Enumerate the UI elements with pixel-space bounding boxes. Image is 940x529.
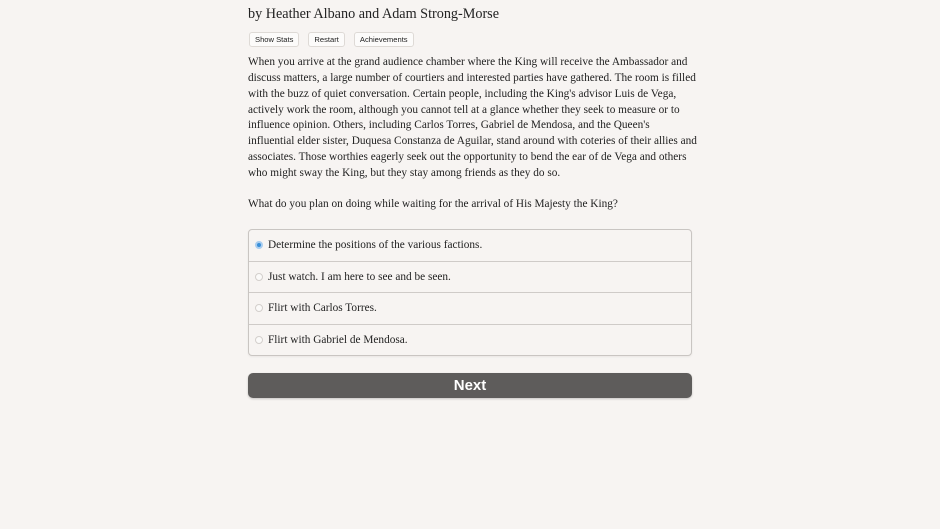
choice-option[interactable]	[249, 230, 691, 261]
choice-option[interactable]	[249, 324, 691, 356]
choice-option[interactable]	[249, 292, 691, 324]
show-stats-button[interactable]: Show Stats	[249, 32, 299, 47]
choice-label: Flirt with Gabriel de Mendosa.	[268, 333, 408, 346]
passage-text: When you arrive at the grand audience chamber where the King will receive the Ambassador and discuss matters, a large number of courtiers and interested parties have gathered. The room is filled with the buzz of quiet conversation. Certain people, including the King's advisor Luis de Vega, actively work the room, although you cannot tell at a glance whether they seek to measure or to influence opinion. Others, including Carlos Torres, Gabriel de Mendosa, and the Queen's influential elder sister, Duquesa Constanza de Aguilar, stand around with coteries of their allies and associates. Those worthies eagerly seek out the opportunity to bend the ear of de Vega and others who might sway the King, but they stay among friends as they do so.	[248, 56, 697, 179]
radio-selected-icon[interactable]	[255, 241, 263, 249]
story-passage	[248, 55, 698, 182]
choice-label: Determine the positions of the various factions.	[268, 239, 483, 252]
choice-label: Flirt with Carlos Torres.	[268, 302, 377, 315]
toolbar	[249, 32, 414, 47]
achievements-button[interactable]: Achievements	[354, 32, 414, 47]
next-button[interactable]: Next	[248, 373, 692, 398]
author-byline: by Heather Albano and Adam Strong-Morse	[248, 6, 499, 22]
choice-option[interactable]	[249, 261, 691, 293]
radio-unselected-icon[interactable]	[255, 273, 263, 281]
choice-label: Just watch. I am here to see and be seen.	[268, 270, 451, 283]
choice-question: What do you plan on doing while waiting for the arrival of His Majesty the King?	[248, 198, 618, 210]
radio-unselected-icon[interactable]	[255, 304, 263, 312]
restart-button[interactable]: Restart	[308, 32, 344, 47]
choice-list	[248, 229, 692, 356]
radio-unselected-icon[interactable]	[255, 336, 263, 344]
